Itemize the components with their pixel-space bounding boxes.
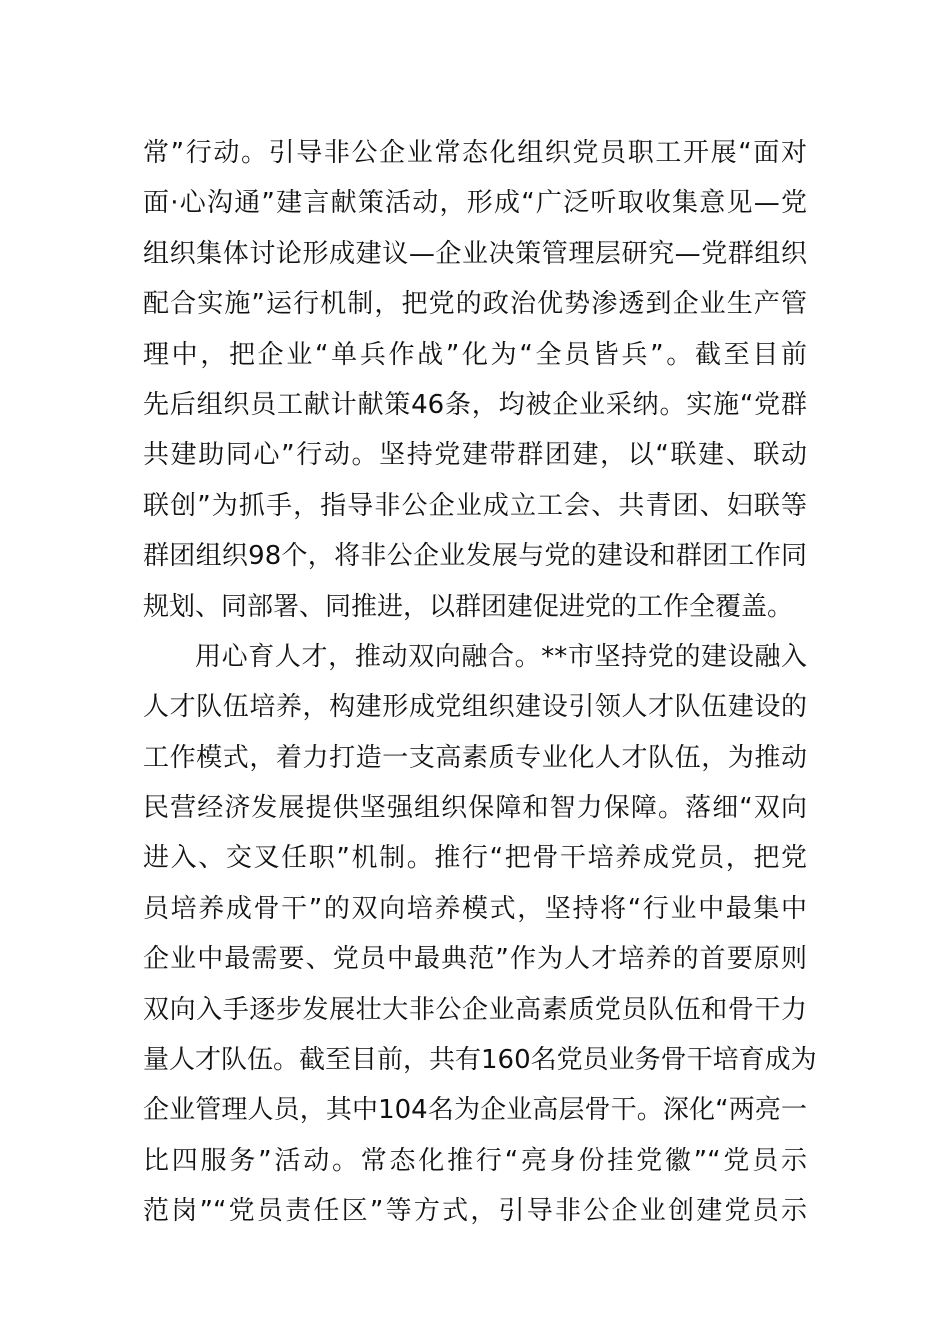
- text-line: 企业中最需要、党员中最典范”作为人才培养的首要原则: [143, 944, 807, 975]
- text-line: 进入、交叉任职”机制。推行“把骨干培养成党员，把党: [143, 843, 807, 874]
- text-line: 工作模式，着力打造一支高素质专业化人才队伍，为推动: [143, 742, 807, 773]
- text-line: 量人才队伍。截至目前，共有160名党员业务骨干培育成为: [143, 1045, 817, 1076]
- text-line: 面·心沟通”建言献策活动，形成“广泛听取收集意见—党: [143, 188, 807, 219]
- text-line: 比四服务”活动。常态化推行“亮身份挂党徽”“党员示: [143, 1145, 807, 1176]
- text-line: 人才队伍培养，构建形成党组织建设引领人才队伍建设的: [143, 692, 807, 723]
- text-line: 配合实施”运行机制，把党的政治优势渗透到企业生产管: [143, 289, 807, 320]
- paragraph-heading-line: 用心育人才，推动双向融合。**市坚持党的建设融入: [195, 641, 807, 672]
- text-line: 群团组织98个，将非公企业发展与党的建设和群团工作同: [143, 541, 807, 572]
- text-line: 范岗”“党员责任区”等方式，引导非公企业创建党员示: [143, 1196, 807, 1227]
- text-line: 员培养成骨干”的双向培养模式，坚持将“行业中最集中: [143, 893, 807, 924]
- text-line: 常”行动。引导非公企业常态化组织党员职工开展“面对: [143, 138, 807, 168]
- text-line: 理中，把企业“单兵作战”化为“全员皆兵”。截至目前: [143, 339, 807, 370]
- text-line: 共建助同心”行动。坚持党建带群团建，以“联建、联动: [143, 440, 807, 471]
- text-line: 民营经济发展提供坚强组织保障和智力保障。落细“双向: [143, 793, 807, 824]
- text-line: 组织集体讨论形成建议—企业决策管理层研究—党群组织: [143, 238, 807, 269]
- text-line: 双向入手逐步发展壮大非公企业高素质党员队伍和骨干力: [143, 994, 807, 1025]
- text-line: 企业管理人员，其中104名为企业高层骨干。深化“两亮一: [143, 1095, 807, 1126]
- paragraph-end-line: 规划、同部署、同推进，以群团建促进党的工作全覆盖。: [143, 591, 794, 622]
- text-line: 联创”为抓手，指导非公企业成立工会、共青团、妇联等: [143, 490, 807, 521]
- text-line: 先后组织员工献计献策46条，均被企业采纳。实施“党群: [143, 389, 807, 420]
- body-text: [143, 128, 817, 1237]
